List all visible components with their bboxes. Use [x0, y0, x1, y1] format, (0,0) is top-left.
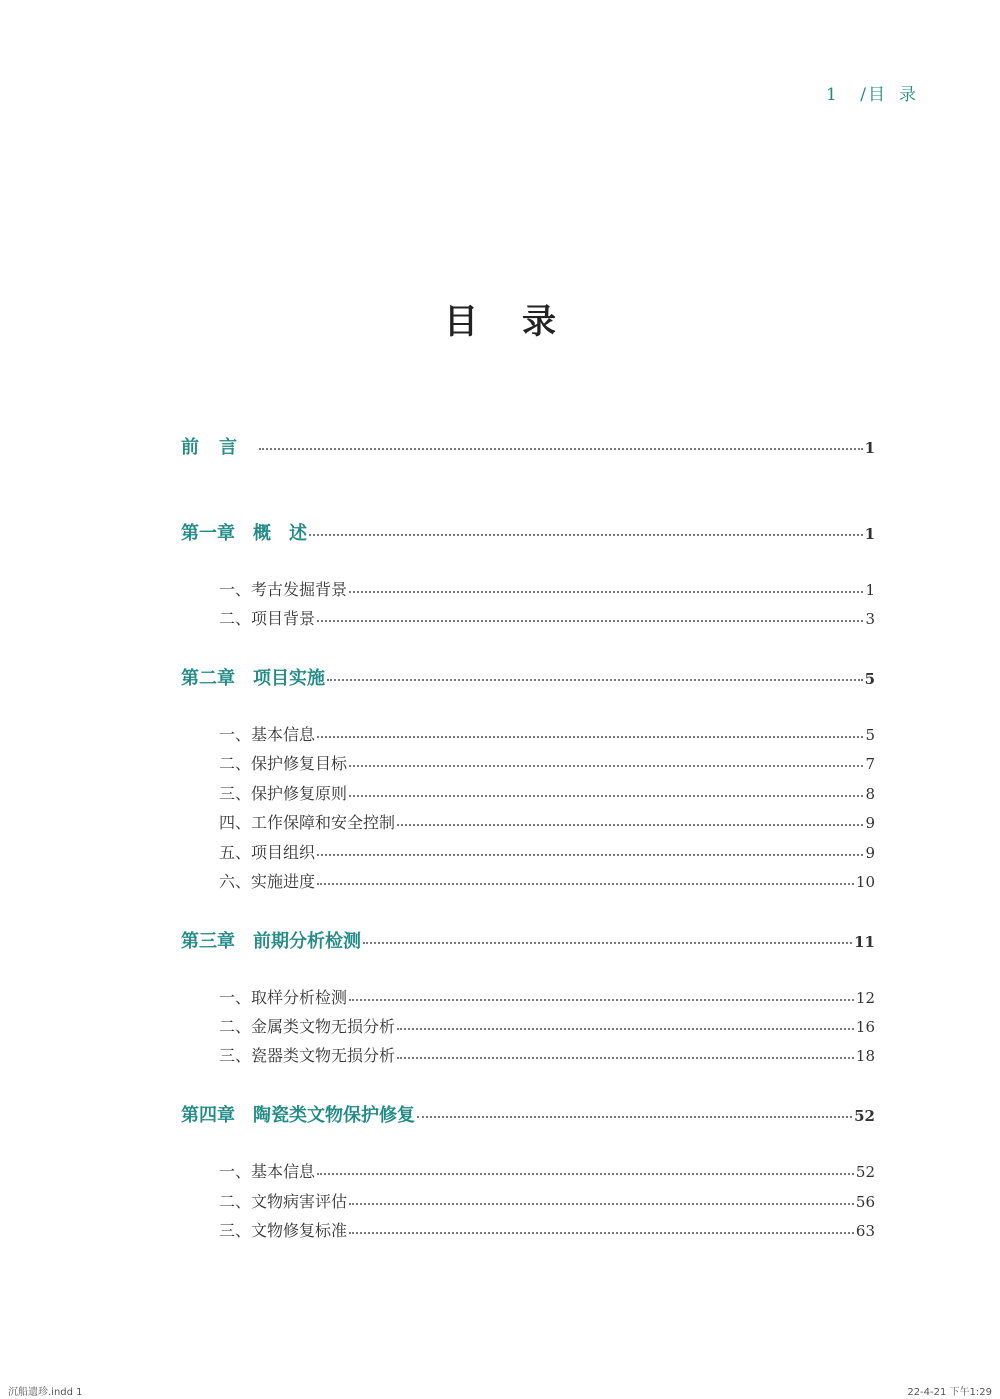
toc-chapter-3[interactable]: [181, 927, 875, 953]
toc-section-1-1[interactable]: [219, 577, 875, 600]
page-title-char-2: 录: [522, 302, 556, 342]
page-title-char-1: 目: [444, 302, 478, 342]
toc-section-2-4[interactable]: [219, 810, 875, 833]
section-page: 9: [865, 844, 875, 862]
section-label: 二、保护修复目标: [219, 754, 348, 773]
toc-section-2-5[interactable]: [219, 840, 875, 863]
section-page: 1: [865, 581, 875, 599]
toc-section-4-2[interactable]: [219, 1189, 875, 1212]
running-head-title: 目录: [868, 85, 930, 105]
section-page: 63: [855, 1222, 875, 1240]
dot-leader: [417, 1116, 852, 1118]
dot-leader: [349, 999, 854, 1001]
section-label: 二、金属类文物无损分析: [219, 1017, 396, 1036]
chapter-number: 第二章: [181, 668, 235, 689]
section-label: 二、项目背景: [219, 609, 316, 628]
running-head: [826, 80, 930, 105]
section-page: 5: [865, 726, 875, 744]
running-head-page: 1: [826, 85, 839, 105]
toc-section-2-3[interactable]: [219, 781, 875, 804]
dot-leader: [349, 765, 863, 767]
section-page: 10: [855, 873, 875, 891]
toc-section-4-3[interactable]: [219, 1218, 875, 1241]
section-label: 一、考古发掘背景: [219, 580, 348, 599]
dot-leader: [317, 1173, 854, 1175]
toc-section-2-2[interactable]: [219, 751, 875, 774]
section-label: 一、基本信息: [219, 1162, 316, 1181]
section-label: 三、保护修复原则: [219, 784, 348, 803]
section-page: 16: [855, 1018, 875, 1036]
dot-leader: [363, 942, 852, 944]
dot-leader: [327, 679, 863, 681]
dot-leader: [317, 854, 863, 856]
page-title: [0, 294, 1000, 343]
dot-leader: [317, 736, 863, 738]
toc-chapter-1[interactable]: [181, 519, 875, 545]
section-label: 三、瓷器类文物无损分析: [219, 1046, 396, 1065]
section-label: 一、取样分析检测: [219, 988, 348, 1007]
toc-section-4-1[interactable]: [219, 1159, 875, 1182]
section-label: 六、实施进度: [219, 872, 316, 891]
section-page: 18: [855, 1047, 875, 1065]
toc-preface-page: 1: [864, 439, 875, 457]
footer-timestamp: 22-4-21 下午1:29: [907, 1387, 992, 1398]
section-label: 五、项目组织: [219, 843, 316, 862]
chapter-number: 第一章: [181, 523, 235, 544]
section-label: 四、工作保障和安全控制: [219, 813, 396, 832]
chapter-number: 第三章: [181, 931, 235, 952]
dot-leader: [309, 534, 863, 536]
section-page: 8: [865, 785, 875, 803]
dot-leader: [349, 795, 863, 797]
section-page: 12: [855, 989, 875, 1007]
toc-section-2-1[interactable]: [219, 722, 875, 745]
dot-leader: [349, 1203, 854, 1205]
toc-chapter-2[interactable]: [181, 664, 875, 690]
section-page: 9: [865, 814, 875, 832]
chapter-page: 1: [864, 525, 875, 543]
section-label: 三、文物修复标准: [219, 1221, 348, 1240]
section-page: 56: [855, 1193, 875, 1211]
toc-section-3-3[interactable]: [219, 1043, 875, 1066]
dot-leader: [317, 883, 854, 885]
running-head-separator: /: [860, 85, 868, 105]
chapter-page: 11: [854, 933, 875, 951]
section-page: 3: [865, 610, 875, 628]
toc-preface[interactable]: [181, 433, 875, 459]
chapter-title: 前期分析检测: [253, 931, 361, 952]
section-page: 52: [855, 1163, 875, 1181]
chapter-title: 陶瓷类文物保护修复: [253, 1105, 415, 1126]
footer-file-info: 沉船遗珍.indd 1: [8, 1387, 83, 1398]
toc-section-1-2[interactable]: [219, 606, 875, 629]
dot-leader: [317, 620, 863, 622]
dot-leader: [397, 824, 863, 826]
section-page: 7: [865, 755, 875, 773]
toc-section-3-2[interactable]: [219, 1014, 875, 1037]
dot-leader: [349, 1232, 854, 1234]
chapter-title: 概 述: [253, 523, 307, 544]
toc-chapter-4[interactable]: [181, 1101, 875, 1127]
dot-leader: [349, 591, 863, 593]
chapter-title: 项目实施: [253, 668, 325, 689]
toc-preface-label: 前言: [181, 437, 257, 458]
chapter-number: 第四章: [181, 1105, 235, 1126]
dot-leader: [397, 1028, 854, 1030]
dot-leader: [259, 448, 863, 450]
toc-section-3-1[interactable]: [219, 985, 875, 1008]
chapter-page: 5: [864, 670, 875, 688]
chapter-page: 52: [854, 1107, 875, 1125]
section-label: 一、基本信息: [219, 725, 316, 744]
toc-section-2-6[interactable]: [219, 869, 875, 892]
dot-leader: [397, 1057, 854, 1059]
section-label: 二、文物病害评估: [219, 1192, 348, 1211]
